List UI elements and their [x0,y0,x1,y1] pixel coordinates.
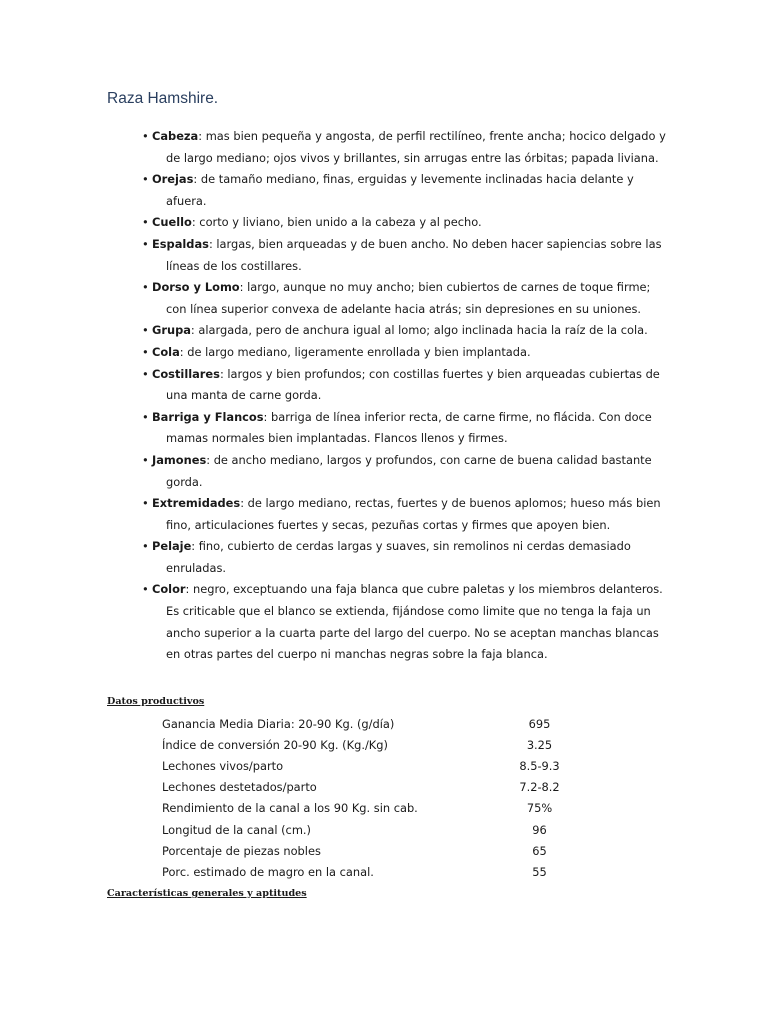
row-value: 7.2-8.2 [519,780,560,795]
table-row [162,861,597,882]
trait-name: Cabeza [152,129,199,143]
trait-item [142,277,667,320]
trait-text: : fino, cubierto de cerdas largas y suaves, sin remolinos ni cerdas demasiado enruladas. [166,539,631,575]
trait-name: Jamones [152,452,207,467]
row-label: Índice de conversión 20-90 Kg. (Kg./Kg) [162,737,388,752]
trait-text: : largas, bien arqueadas y de buen ancho. No deben hacer sapiencias sobre las líneas de los costillares. [166,236,662,273]
row-label: Lechones vivos/parto [162,758,284,773]
table-row [162,819,597,840]
table-row [162,755,597,776]
trait-name: Orejas [152,172,194,187]
trait-text: : barriga de línea inferior recta, de carne firme, no flácida. Con doce mamas normales bien implantadas. Flancos llenos y firmes. [166,409,652,446]
trait-item [142,364,667,407]
trait-text: : alargada, pero de anchura igual al lomo; algo inclinada hacia la raíz de la cola. [190,323,648,338]
trait-name: Barriga y Flancos [152,409,264,424]
trait-text: : corto y liviano, bien unido a la cabeza y al pecho. [191,215,482,230]
trait-item [142,169,667,212]
productive-data-heading: Datos productivos [107,696,205,707]
trait-text: : de tamaño mediano, finas, erguidas y levemente inclinadas hacia delante y afuera. [166,172,634,208]
bullet-icon: • [142,323,149,338]
bullet-icon: • [142,582,149,597]
trait-item [142,342,667,364]
row-value: 8.5-9.3 [519,758,560,773]
row-label: Ganancia Media Diaria: 20-90 Kg. (g/día) [162,716,395,731]
bullet-icon: • [142,366,149,381]
row-label: Rendimiento de la canal a los 90 Kg. sin cab. [162,801,418,816]
trait-name: Dorso y Lomo [152,280,240,295]
row-value: 75% [526,801,553,816]
bullet-icon: • [142,539,149,554]
trait-text: : largo, aunque no muy ancho; bien cubiertos de carnes de toque firme; con línea superior convexa de adelante hacia atrás; sin depresiones en su uniones. [166,280,651,316]
row-label: Porc. estimado de magro en la canal. [162,864,374,879]
trait-item [142,579,667,665]
row-value: 695 [528,716,551,731]
bullet-icon: • [142,236,149,251]
trait-text: : mas bien pequeña y angosta, de perfil rectilíneo, frente ancha; hocico delgado y de largo mediano; ojos vivos y brillantes, sin arrugas entre las órbitas; papada liviana. [166,129,666,165]
trait-text: : negro, exceptuando una faja blanca que cubre paletas y los miembros delanteros. Es criticable que el blanco se extienda, fijándose como limite que no tenga la faja un ancho superior a la cuarta parte del largo del cuerpo. No se aceptan manchas blancas en otras partes del cuerpo ni manchas negras sobre la faja blanca. [166,582,663,662]
trait-item [142,212,667,234]
trait-name: Espaldas [152,236,209,251]
row-label: Lechones destetados/parto [162,780,317,795]
trait-name: Costillares [152,366,220,381]
trait-item [142,493,667,536]
productive-data-table [162,713,597,883]
trait-name: Pelaje [152,539,192,554]
bullet-icon: • [142,409,149,424]
bullet-icon: • [142,452,149,467]
trait-item [142,536,667,579]
trait-text: : de largo mediano, rectas, fuertes y de buenos aplomos; hueso más bien fino, articulaciones fuertes y secas, pezuñas cortas y firmes que apoyen bien. [166,496,661,532]
trait-name: Color [152,582,186,597]
trait-text: : largos y bien profundos; con costillas fuertes y bien arqueadas cubiertas de una manta de carne gorda. [166,366,660,403]
table-row [162,798,597,819]
trait-name: Grupa [152,323,191,338]
general-characteristics-heading: Características generales y aptitudes [107,888,307,899]
trait-item [142,234,667,277]
trait-item [142,126,667,169]
bullet-icon: • [142,496,149,511]
trait-item [142,320,667,342]
page-title: Raza Hamshire. [107,90,219,107]
row-value: 65 [532,843,547,858]
trait-item [142,407,667,450]
trait-name: Cola [152,344,180,359]
trait-name: Extremidades [152,496,241,511]
trait-item [142,450,667,493]
table-row [162,840,597,861]
trait-text: : de ancho mediano, largos y profundos, con carne de buena calidad bastante gorda. [166,452,652,489]
row-value: 55 [532,864,547,879]
bullet-icon: • [142,129,149,143]
bullet-icon: • [142,280,149,295]
row-value: 3.25 [526,737,553,752]
bullet-icon: • [142,215,149,230]
traits-list [142,126,667,666]
bullet-icon: • [142,344,149,359]
trait-name: Cuello [152,215,192,230]
table-row [162,777,597,798]
row-value: 96 [532,822,547,837]
bullet-icon: • [142,172,149,187]
trait-text: : de largo mediano, ligeramente enrollada y bien implantada. [179,344,531,359]
row-label: Longitud de la canal (cm.) [162,822,311,837]
row-label: Porcentaje de piezas nobles [162,843,321,858]
table-row [162,734,597,755]
table-row [162,713,597,734]
